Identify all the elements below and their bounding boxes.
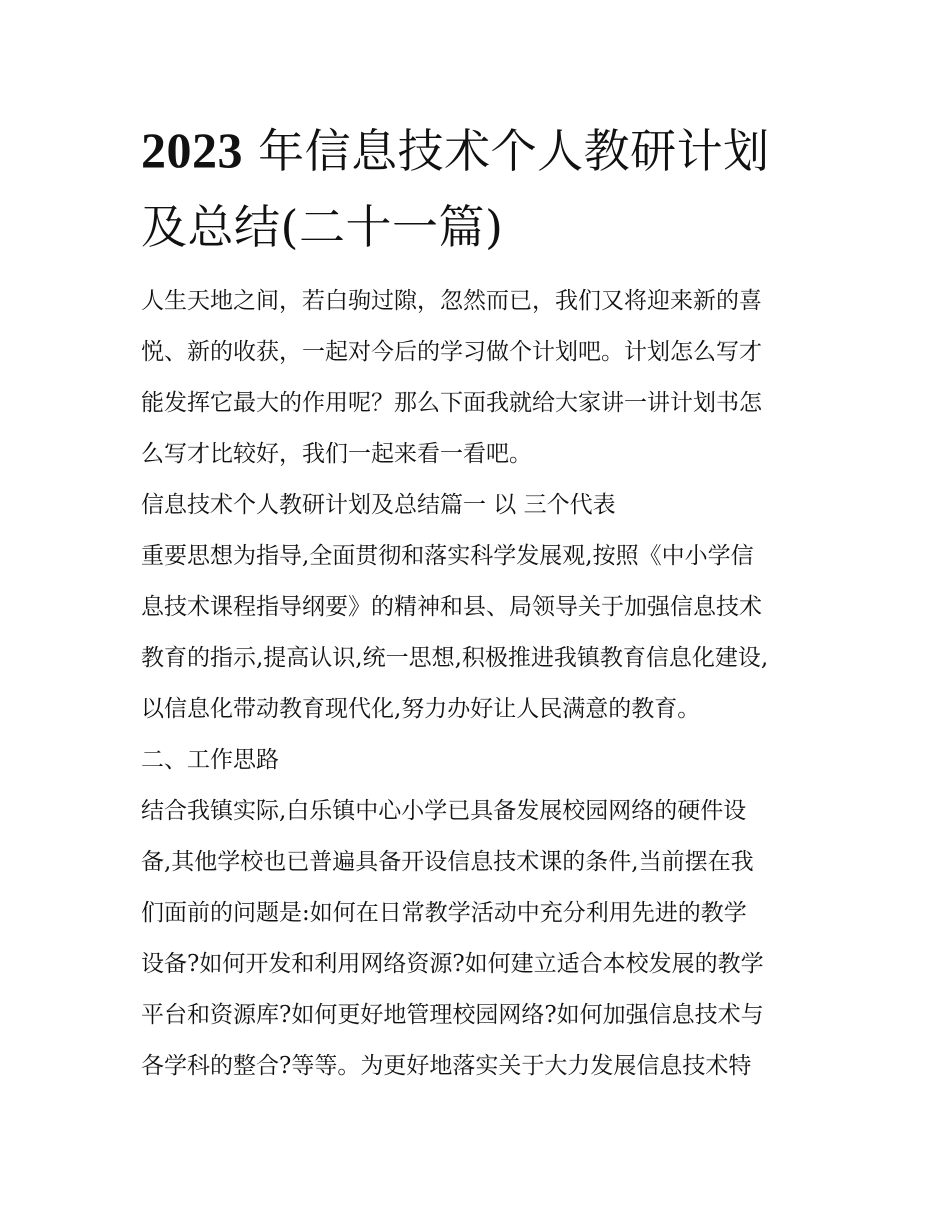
- section-heading-line: 二、工作思路: [141, 747, 279, 773]
- text-line: 么写才比较好，我们一起来看一看吧。: [141, 441, 532, 467]
- title-line: [141, 189, 813, 265]
- text-line: 备,其他学校也已普遍具备开设信息技术课的条件,当前摆在我: [141, 849, 754, 875]
- text-line: 各学科的整合?等等。为更好地落实关于大力发展信息技术特: [141, 1053, 752, 1079]
- text-line: 设备?如何开发和利用网络资源?如何建立适合本校发展的教学: [141, 951, 764, 977]
- title-text: 年信息技术个人教研计划: [243, 124, 770, 178]
- title-year: 2023: [141, 122, 243, 178]
- text-line: 平台和资源库?如何更好地管理校园网络?如何加强信息技术与: [141, 1002, 764, 1028]
- document-body: [141, 276, 813, 1092]
- text-line: 结合我镇实际,白乐镇中心小学已具备发展校园网络的硬件设: [141, 798, 747, 824]
- text-line: 人生天地之间，若白驹过隙，忽然而已，我们又将迎来新的喜: [141, 288, 762, 314]
- text-line: 以信息化带动教育现代化,努力办好让人民满意的教育。: [141, 696, 701, 722]
- document-content: [141, 112, 813, 1092]
- text-line: 息技术课程指导纲要》的精神和县、局领导关于加强信息技术: [141, 594, 762, 620]
- text-line: 悦、新的收获，一起对今后的学习做个计划吧。计划怎么写才: [141, 339, 762, 365]
- text-line: 教育的指示,提高认识,统一思想,积极推进我镇教育信息化建设,: [141, 645, 769, 671]
- text-line: 重要思想为指导,全面贯彻和落实科学发展观,按照《中小学信: [141, 543, 754, 569]
- title-text: 及总结(二十一篇): [141, 200, 504, 254]
- section-heading-line: 信息技术个人教研计划及总结篇一 以 三个代表: [141, 492, 616, 518]
- text-line: 能发挥它最大的作用呢？那么下面我就给大家讲一讲计划书怎: [141, 390, 762, 416]
- document-title: [141, 112, 813, 265]
- text-line: 们面前的问题是:如何在日常教学活动中充分利用先进的教学: [141, 900, 747, 926]
- title-line: [141, 112, 813, 189]
